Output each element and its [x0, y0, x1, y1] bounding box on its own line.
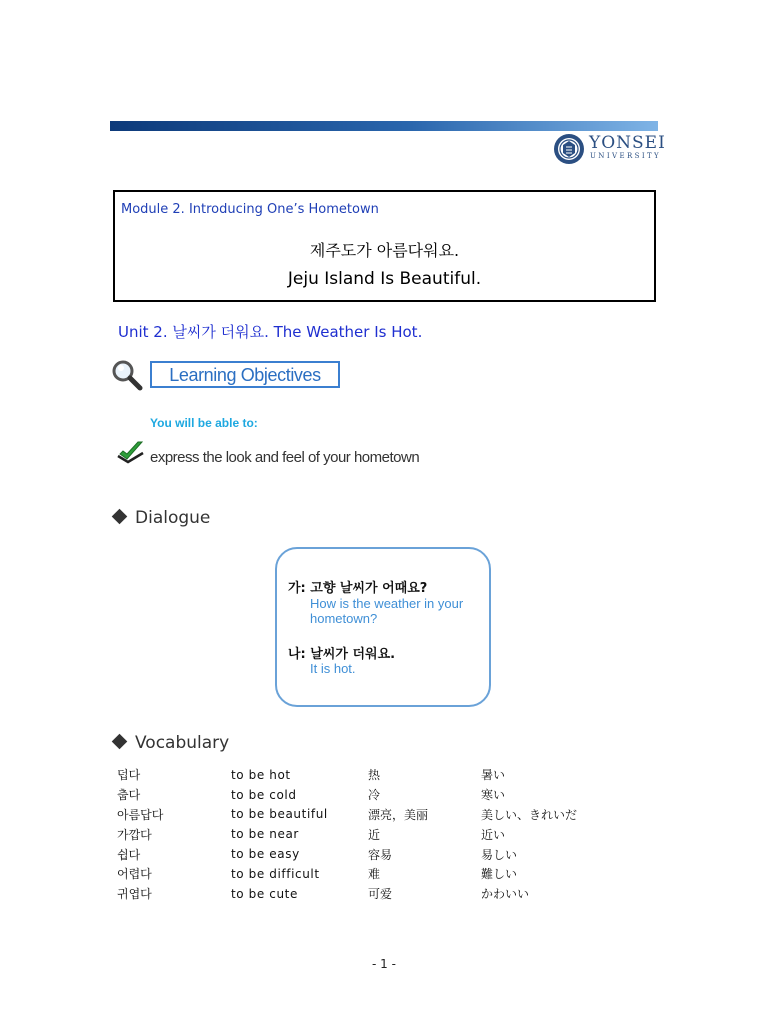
dialogue-card	[275, 547, 491, 707]
yonsei-logo	[553, 131, 666, 165]
table-row	[117, 884, 601, 904]
table-row	[117, 805, 601, 825]
lesson-title-korean: 제주도가 아름다워요.	[309, 241, 460, 260]
table-row	[117, 824, 601, 844]
vocab-chinese: 热	[368, 768, 381, 783]
university-seal-icon	[553, 133, 585, 165]
module-title: Module 2. Introducing One’s Hometown	[121, 202, 379, 217]
vocab-english: to be hot	[231, 767, 291, 782]
vocab-japanese: 難しい	[481, 867, 518, 882]
vocab-english: to be difficult	[231, 866, 320, 881]
dialogue-translation-b: It is hot.	[310, 661, 356, 676]
vocab-english: to be cold	[231, 787, 297, 802]
vocab-japanese: 易しい	[481, 847, 518, 862]
magnifier-icon	[110, 358, 144, 392]
vocab-english: to be cute	[231, 886, 298, 901]
dialogue-line-b: 나: 날씨가 더워요.	[288, 647, 396, 662]
learning-objectives-label: Learning Objectives	[169, 365, 321, 385]
vocab-korean: 춥다	[117, 788, 141, 803]
vocabulary-heading: Vocabulary	[110, 733, 229, 753]
diamond-bullet-icon	[112, 509, 128, 525]
vocab-japanese: 寒い	[481, 788, 506, 803]
vocab-korean: 가깝다	[117, 827, 152, 842]
vocab-english: to be beautiful	[231, 807, 328, 822]
vocab-chinese: 近	[368, 827, 381, 842]
dialogue-heading: Dialogue	[110, 508, 210, 528]
lesson-title-english: Jeju Island Is Beautiful.	[287, 269, 482, 289]
vocab-korean: 쉽다	[117, 847, 141, 862]
vocabulary-table	[117, 765, 601, 904]
dialogue-translation-a: How is the weather in your hometown?	[310, 596, 464, 626]
vocab-chinese: 可爱	[368, 887, 393, 902]
table-row	[117, 844, 601, 864]
vocab-english: to be near	[231, 827, 299, 842]
vocab-korean: 아름답다	[117, 807, 164, 822]
page-number: - 1 -	[372, 957, 396, 971]
vocab-japanese: 美しい、きれいだ	[481, 807, 578, 822]
logo-subword: UNIVERSITY	[590, 152, 662, 160]
vocab-japanese: 近い	[481, 827, 506, 842]
objectives-intro: You will be able to:	[150, 416, 258, 430]
header-band	[110, 121, 658, 131]
vocab-korean: 어렵다	[117, 867, 152, 882]
vocab-korean: 귀엽다	[117, 887, 152, 902]
table-row	[117, 864, 601, 884]
vocab-chinese: 容易	[368, 847, 393, 862]
vocab-korean: 덥다	[117, 768, 141, 783]
learning-objectives-box	[150, 361, 340, 388]
diamond-bullet-icon	[112, 734, 128, 750]
logo-wordmark: YONSEI	[589, 133, 666, 153]
vocab-chinese: 漂亮，美丽	[368, 807, 429, 822]
checkmark-icon	[116, 440, 146, 466]
table-row	[117, 785, 601, 805]
vocab-chinese: 冷	[368, 788, 381, 803]
title-box	[113, 190, 656, 302]
vocab-japanese: 暑い	[481, 768, 506, 783]
unit-title: Unit 2. 날씨가 더워요. The Weather Is Hot.	[118, 323, 423, 341]
objective-item: express the look and feel of your hometown	[150, 449, 420, 466]
dialogue-line-a: 가: 고향 날씨가 어때요?	[288, 581, 428, 596]
vocab-chinese: 难	[368, 867, 381, 882]
table-row	[117, 765, 601, 785]
vocab-english: to be easy	[231, 847, 300, 862]
vocab-japanese: かわいい	[481, 887, 530, 902]
